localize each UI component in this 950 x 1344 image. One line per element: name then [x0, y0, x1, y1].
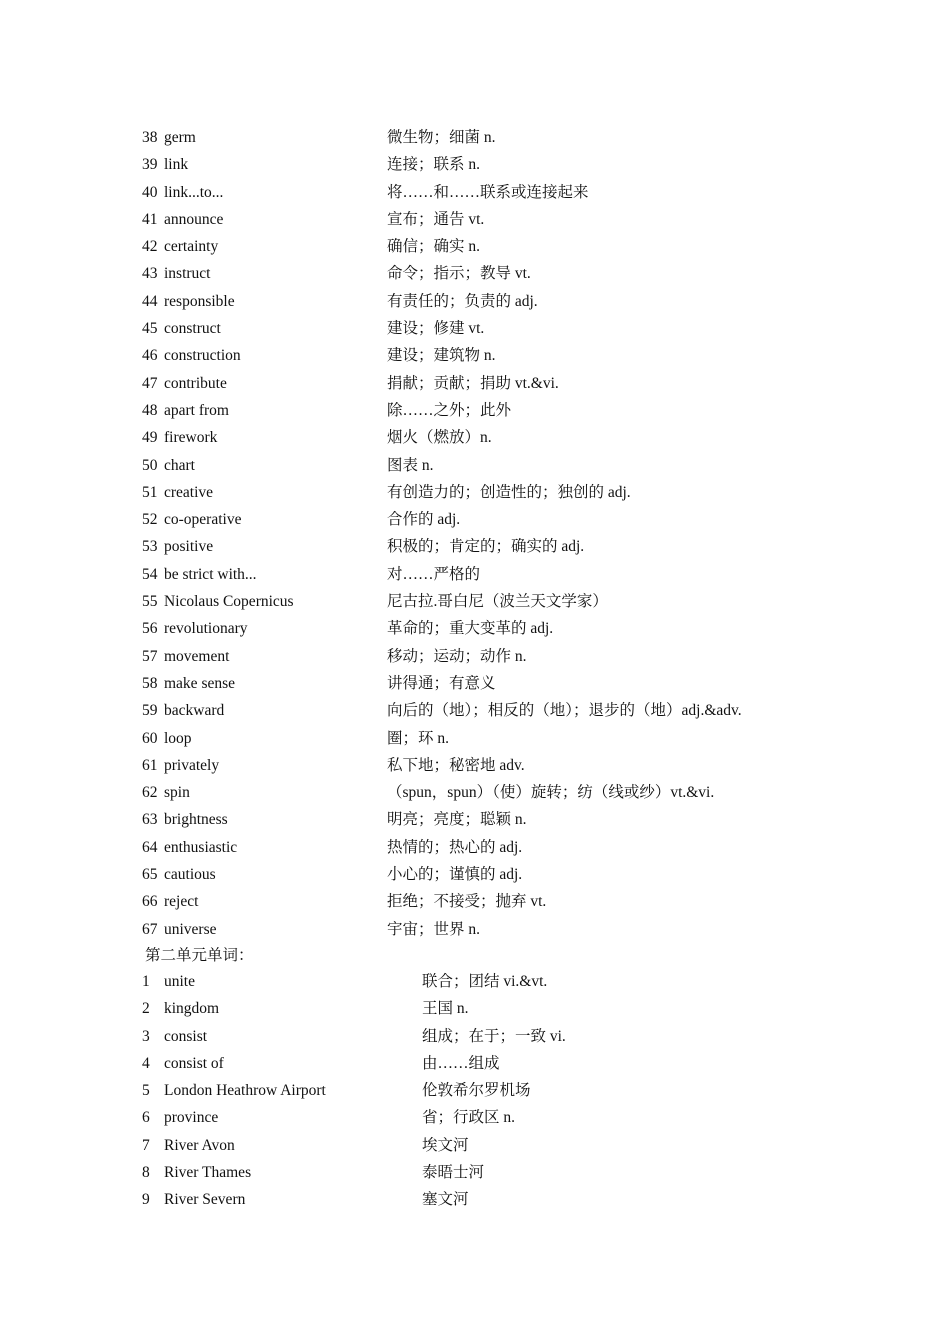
vocab-word: backward: [164, 702, 225, 720]
vocab-meaning: 对……严格的: [387, 565, 481, 583]
vocab-word: River Thames: [164, 1163, 252, 1181]
vocab-row: [0, 588, 950, 615]
vocab-word: link...to...: [164, 183, 224, 201]
vocab-meaning: 泰晤士河: [422, 1163, 485, 1181]
vocab-meaning: 移动；运动；动作 n.: [387, 647, 527, 665]
vocab-meaning: 合作的 adj.: [387, 511, 461, 529]
vocab-word: apart from: [164, 401, 229, 419]
vocab-number: 63: [142, 811, 158, 829]
vocab-number: 66: [142, 893, 158, 911]
vocab-row: [0, 1023, 950, 1050]
vocab-number: 38: [142, 129, 158, 146]
vocab-word: chart: [164, 456, 195, 474]
vocab-row: [0, 479, 950, 506]
vocab-number: 7: [142, 1136, 150, 1154]
vocab-meaning: 向后的（地）；相反的（地）；退步的（地）adj.&adv.: [387, 702, 742, 720]
vocab-meaning: 有创造力的；创造性的；独创的 adj.: [387, 483, 631, 501]
vocab-row: [0, 206, 950, 233]
vocab-number: 65: [142, 866, 158, 884]
vocab-row: [0, 561, 950, 588]
vocabulary-list: [0, 124, 950, 1214]
vocab-number: 67: [142, 920, 158, 938]
vocab-number: 40: [142, 183, 158, 201]
vocab-row: [0, 506, 950, 533]
vocab-meaning: 埃文河: [422, 1136, 469, 1154]
vocab-meaning: 塞文河: [422, 1191, 469, 1209]
vocab-number: 41: [142, 210, 158, 228]
vocab-number: 3: [142, 1027, 150, 1045]
vocab-row: [0, 424, 950, 451]
vocab-row: [0, 1132, 950, 1159]
vocab-word: firework: [164, 429, 218, 447]
vocab-word: construct: [164, 320, 221, 338]
vocab-row: [0, 1186, 950, 1213]
vocab-row: [0, 533, 950, 560]
vocab-number: 57: [142, 647, 158, 665]
vocab-row: [0, 260, 950, 287]
vocab-meaning: 私下地；秘密地 adv.: [387, 756, 525, 774]
vocab-meaning: 有责任的；负责的 adj.: [387, 292, 538, 310]
vocab-number: 39: [142, 156, 158, 174]
vocab-meaning: 联合；团结 vi.&vt.: [422, 972, 548, 990]
vocab-word: London Heathrow Airport: [164, 1082, 326, 1100]
vocab-number: 51: [142, 483, 158, 501]
vocab-row: [0, 452, 950, 479]
vocab-number: 47: [142, 374, 158, 392]
vocab-row: [0, 995, 950, 1022]
vocab-meaning: 烟火（燃放）n.: [387, 429, 492, 447]
vocab-row: [0, 233, 950, 260]
vocab-meaning: 由……组成: [422, 1054, 500, 1072]
vocab-word: spin: [164, 784, 190, 802]
vocab-number: 2: [142, 1000, 150, 1018]
vocab-row: [0, 151, 950, 178]
vocab-row: [0, 752, 950, 779]
vocab-row: [0, 1159, 950, 1186]
vocab-word: revolutionary: [164, 620, 248, 638]
vocab-meaning: 捐献；贡献；捐助 vt.&vi.: [387, 374, 559, 392]
vocab-word: link: [164, 156, 189, 174]
vocab-row: [0, 342, 950, 369]
vocab-meaning: 确信；确实 n.: [387, 238, 481, 256]
unit1-vocabulary: [0, 124, 950, 943]
vocab-number: 9: [142, 1191, 150, 1209]
vocab-meaning: 讲得通；有意义: [387, 674, 496, 692]
vocab-meaning: 将……和……联系或连接起来: [387, 183, 589, 201]
vocab-word: universe: [164, 920, 217, 938]
vocab-word: loop: [164, 729, 192, 747]
vocab-meaning: 王国 n.: [422, 1000, 469, 1018]
vocab-number: 43: [142, 265, 158, 283]
vocab-word: contribute: [164, 374, 227, 392]
vocab-meaning: 明亮；亮度；聪颖 n.: [387, 811, 527, 829]
vocab-meaning: 建设；建筑物 n.: [387, 347, 496, 365]
vocab-row: [0, 315, 950, 342]
vocab-word: consist of: [164, 1054, 224, 1072]
vocab-meaning: 宇宙；世界 n.: [387, 920, 481, 938]
vocab-meaning: 图表 n.: [387, 456, 434, 474]
vocab-word: certainty: [164, 238, 219, 256]
vocab-number: 52: [142, 511, 158, 529]
vocab-word: River Severn: [164, 1191, 246, 1209]
vocab-meaning: 组成；在于；一致 vi.: [422, 1027, 566, 1045]
vocab-word: germ: [164, 129, 196, 146]
unit2-heading: 第二单元单词：: [145, 946, 254, 964]
vocab-meaning: 热情的；热心的 adj.: [387, 838, 523, 856]
vocab-meaning: 除……之外；此外: [387, 401, 512, 419]
vocab-number: 8: [142, 1163, 150, 1181]
vocab-row: [0, 1077, 950, 1104]
vocab-row: [0, 725, 950, 752]
vocab-number: 50: [142, 456, 158, 474]
vocab-word: construction: [164, 347, 241, 365]
vocab-row: [0, 397, 950, 424]
vocab-number: 4: [142, 1054, 150, 1072]
vocab-word: announce: [164, 210, 224, 228]
vocab-row: [0, 888, 950, 915]
vocab-row: [0, 370, 950, 397]
vocab-word: make sense: [164, 674, 236, 692]
vocab-meaning: 圈；环 n.: [387, 729, 450, 747]
vocab-row: [0, 615, 950, 642]
vocab-word: privately: [164, 756, 220, 774]
vocab-number: 46: [142, 347, 158, 365]
vocab-row: [0, 179, 950, 206]
vocab-number: 59: [142, 702, 158, 720]
vocab-meaning: 宣布；通告 vt.: [387, 210, 485, 228]
vocab-row: [0, 124, 950, 151]
vocab-word: enthusiastic: [164, 838, 238, 856]
unit2-heading-row: [0, 943, 950, 968]
vocab-word: River Avon: [164, 1136, 235, 1154]
vocab-word: responsible: [164, 292, 235, 310]
vocab-row: [0, 968, 950, 995]
vocab-meaning: 小心的；谨慎的 adj.: [387, 866, 523, 884]
vocab-number: 5: [142, 1082, 150, 1100]
vocab-number: 54: [142, 565, 158, 583]
vocab-word: positive: [164, 538, 214, 556]
vocab-row: [0, 1050, 950, 1077]
unit2-vocabulary: [0, 968, 950, 1214]
vocab-number: 53: [142, 538, 158, 556]
vocab-row: [0, 834, 950, 861]
vocab-meaning: 拒绝；不接受；抛弃 vt.: [387, 893, 547, 911]
vocab-number: 58: [142, 674, 158, 692]
vocab-number: 56: [142, 620, 158, 638]
vocab-word: kingdom: [164, 1000, 220, 1018]
vocab-word: consist: [164, 1027, 208, 1045]
vocab-word: brightness: [164, 811, 228, 829]
vocab-number: 45: [142, 320, 158, 338]
vocab-number: 42: [142, 238, 158, 256]
vocab-word: movement: [164, 647, 230, 665]
vocab-number: 62: [142, 784, 158, 802]
vocab-meaning: （spun，spun）（使）旋转；纺（线或纱）vt.&vi.: [387, 784, 715, 802]
vocab-number: 64: [142, 838, 158, 856]
vocab-row: [0, 916, 950, 943]
vocab-meaning: 微生物；细菌 n.: [387, 129, 496, 146]
vocab-row: [0, 288, 950, 315]
vocab-meaning: 建设；修建 vt.: [387, 320, 485, 338]
vocab-row: [0, 806, 950, 833]
vocab-word: unite: [164, 972, 195, 990]
vocab-meaning: 尼古拉.哥白尼（波兰天文学家）: [387, 593, 608, 611]
vocab-word: cautious: [164, 866, 216, 884]
vocab-word: Nicolaus Copernicus: [164, 593, 294, 611]
vocab-row: [0, 1104, 950, 1131]
vocab-number: 1: [142, 972, 150, 990]
vocab-number: 49: [142, 429, 158, 447]
vocab-word: co-operative: [164, 511, 242, 529]
vocab-word: be strict with...: [164, 565, 257, 583]
vocab-word: province: [164, 1109, 219, 1127]
vocab-number: 44: [142, 292, 158, 310]
vocab-meaning: 伦敦希尔罗机场: [422, 1082, 531, 1100]
vocab-meaning: 命令；指示；教导 vt.: [387, 265, 531, 283]
vocab-row: [0, 779, 950, 806]
vocab-number: 55: [142, 593, 158, 611]
vocab-word: creative: [164, 483, 214, 501]
vocab-number: 6: [142, 1109, 150, 1127]
vocab-meaning: 省；行政区 n.: [422, 1109, 516, 1127]
vocab-row: [0, 643, 950, 670]
vocab-meaning: 连接；联系 n.: [387, 156, 481, 174]
vocab-row: [0, 861, 950, 888]
vocab-number: 60: [142, 729, 158, 747]
vocab-number: 61: [142, 756, 158, 774]
vocab-row: [0, 670, 950, 697]
vocab-word: reject: [164, 893, 199, 911]
vocab-meaning: 革命的；重大变革的 adj.: [387, 620, 554, 638]
vocab-number: 48: [142, 401, 158, 419]
vocab-row: [0, 697, 950, 724]
vocab-meaning: 积极的；肯定的；确实的 adj.: [387, 538, 585, 556]
vocab-word: instruct: [164, 265, 211, 283]
